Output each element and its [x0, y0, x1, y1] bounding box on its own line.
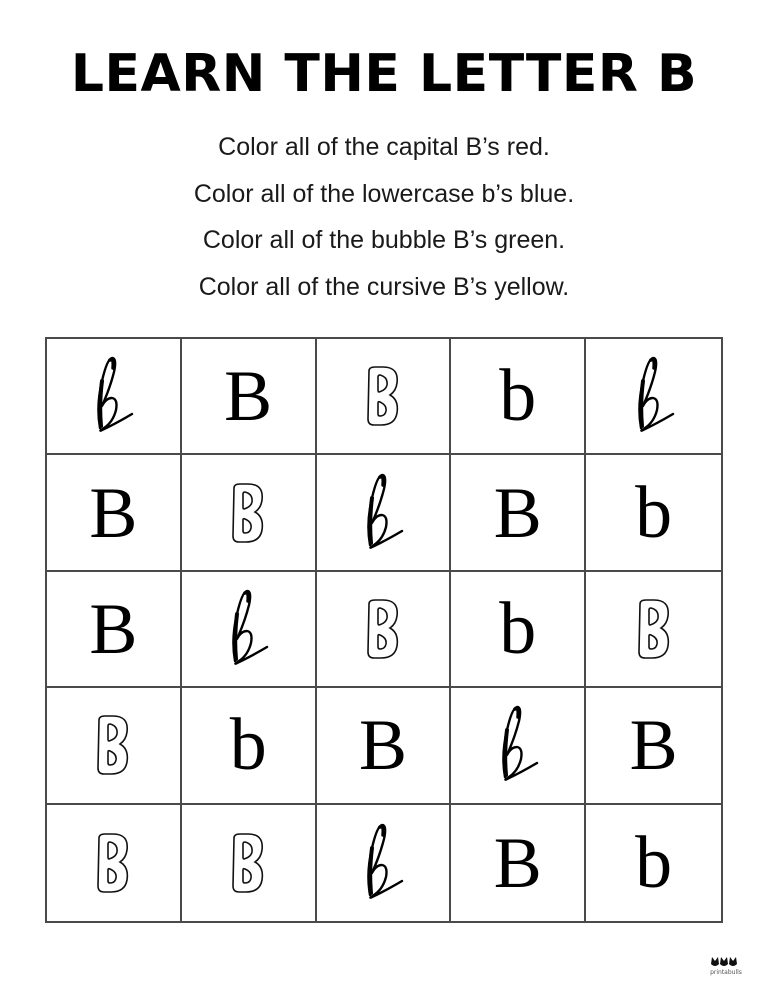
- grid-cell-cursive: [586, 339, 721, 455]
- capital-b-letter: B: [493, 822, 542, 903]
- cursive-b-icon: [360, 473, 406, 553]
- instructions: [0, 124, 768, 310]
- bubble-b-icon: [634, 598, 674, 660]
- grid-cell-capital: [47, 572, 182, 688]
- grid-cell-capital: [451, 455, 586, 571]
- page-title: LEARN THE LETTER B: [70, 44, 698, 104]
- bubble-b-icon: [93, 714, 133, 776]
- capital-b-letter: B: [493, 472, 542, 553]
- instruction-lowercase: Color all of the lowercase b’s blue.: [193, 179, 575, 208]
- capital-b-letter: B: [89, 472, 138, 553]
- printabulls-logo: [708, 956, 744, 978]
- capital-b-letter: B: [89, 588, 138, 669]
- grid-cell-cursive: [47, 339, 182, 455]
- cursive-b-icon: [225, 589, 271, 669]
- bubble-b-icon: [228, 832, 268, 894]
- grid-cell-cursive: [317, 455, 452, 571]
- instruction-capital: Color all of the capital B’s red.: [218, 133, 550, 161]
- lowercase-b-letter: b: [635, 471, 673, 554]
- grid-cell-capital: [47, 455, 182, 571]
- cursive-b-icon: [495, 705, 541, 785]
- lowercase-b-letter: b: [499, 355, 537, 438]
- cursive-b-icon: [360, 823, 406, 903]
- lowercase-b-letter: b: [635, 821, 673, 904]
- cursive-b-icon: [631, 356, 677, 436]
- grid-cell-bubble: [182, 805, 317, 921]
- grid-cell-bubble: [47, 805, 182, 921]
- bulldog-icon: [708, 956, 744, 970]
- grid-cell-bubble: [317, 339, 452, 455]
- grid-cell-capital: [317, 688, 452, 804]
- grid-cell-bubble: [586, 572, 721, 688]
- grid-cell-cursive: [182, 572, 317, 688]
- lowercase-b-letter: b: [229, 704, 267, 787]
- grid-cell-lowercase: [451, 572, 586, 688]
- grid-cell-bubble: [182, 455, 317, 571]
- bubble-b-icon: [363, 598, 403, 660]
- instruction-bubble: Color all of the bubble B’s green.: [202, 226, 566, 254]
- grid-cell-lowercase: [586, 805, 721, 921]
- grid-cell-capital: [182, 339, 317, 455]
- bubble-b-icon: [228, 482, 268, 544]
- cursive-b-icon: [90, 356, 136, 436]
- bubble-b-icon: [93, 832, 133, 894]
- grid-cell-cursive: [451, 688, 586, 804]
- grid-cell-capital: [586, 688, 721, 804]
- grid-cell-lowercase: [586, 455, 721, 571]
- grid-cell-capital: [451, 805, 586, 921]
- grid-cell-bubble: [47, 688, 182, 804]
- grid-cell-bubble: [317, 572, 452, 688]
- grid-cell-lowercase: [182, 688, 317, 804]
- capital-b-letter: B: [358, 705, 407, 786]
- instruction-cursive: Color all of the cursive B’s yellow.: [198, 272, 570, 301]
- bubble-b-icon: [363, 365, 403, 427]
- grid-cell-lowercase: [451, 339, 586, 455]
- letter-grid: [45, 337, 723, 923]
- capital-b-letter: B: [629, 705, 678, 786]
- capital-b-letter: B: [224, 356, 273, 437]
- logo-text: printabulls: [710, 969, 742, 976]
- lowercase-b-letter: b: [499, 587, 537, 670]
- grid-cell-cursive: [317, 805, 452, 921]
